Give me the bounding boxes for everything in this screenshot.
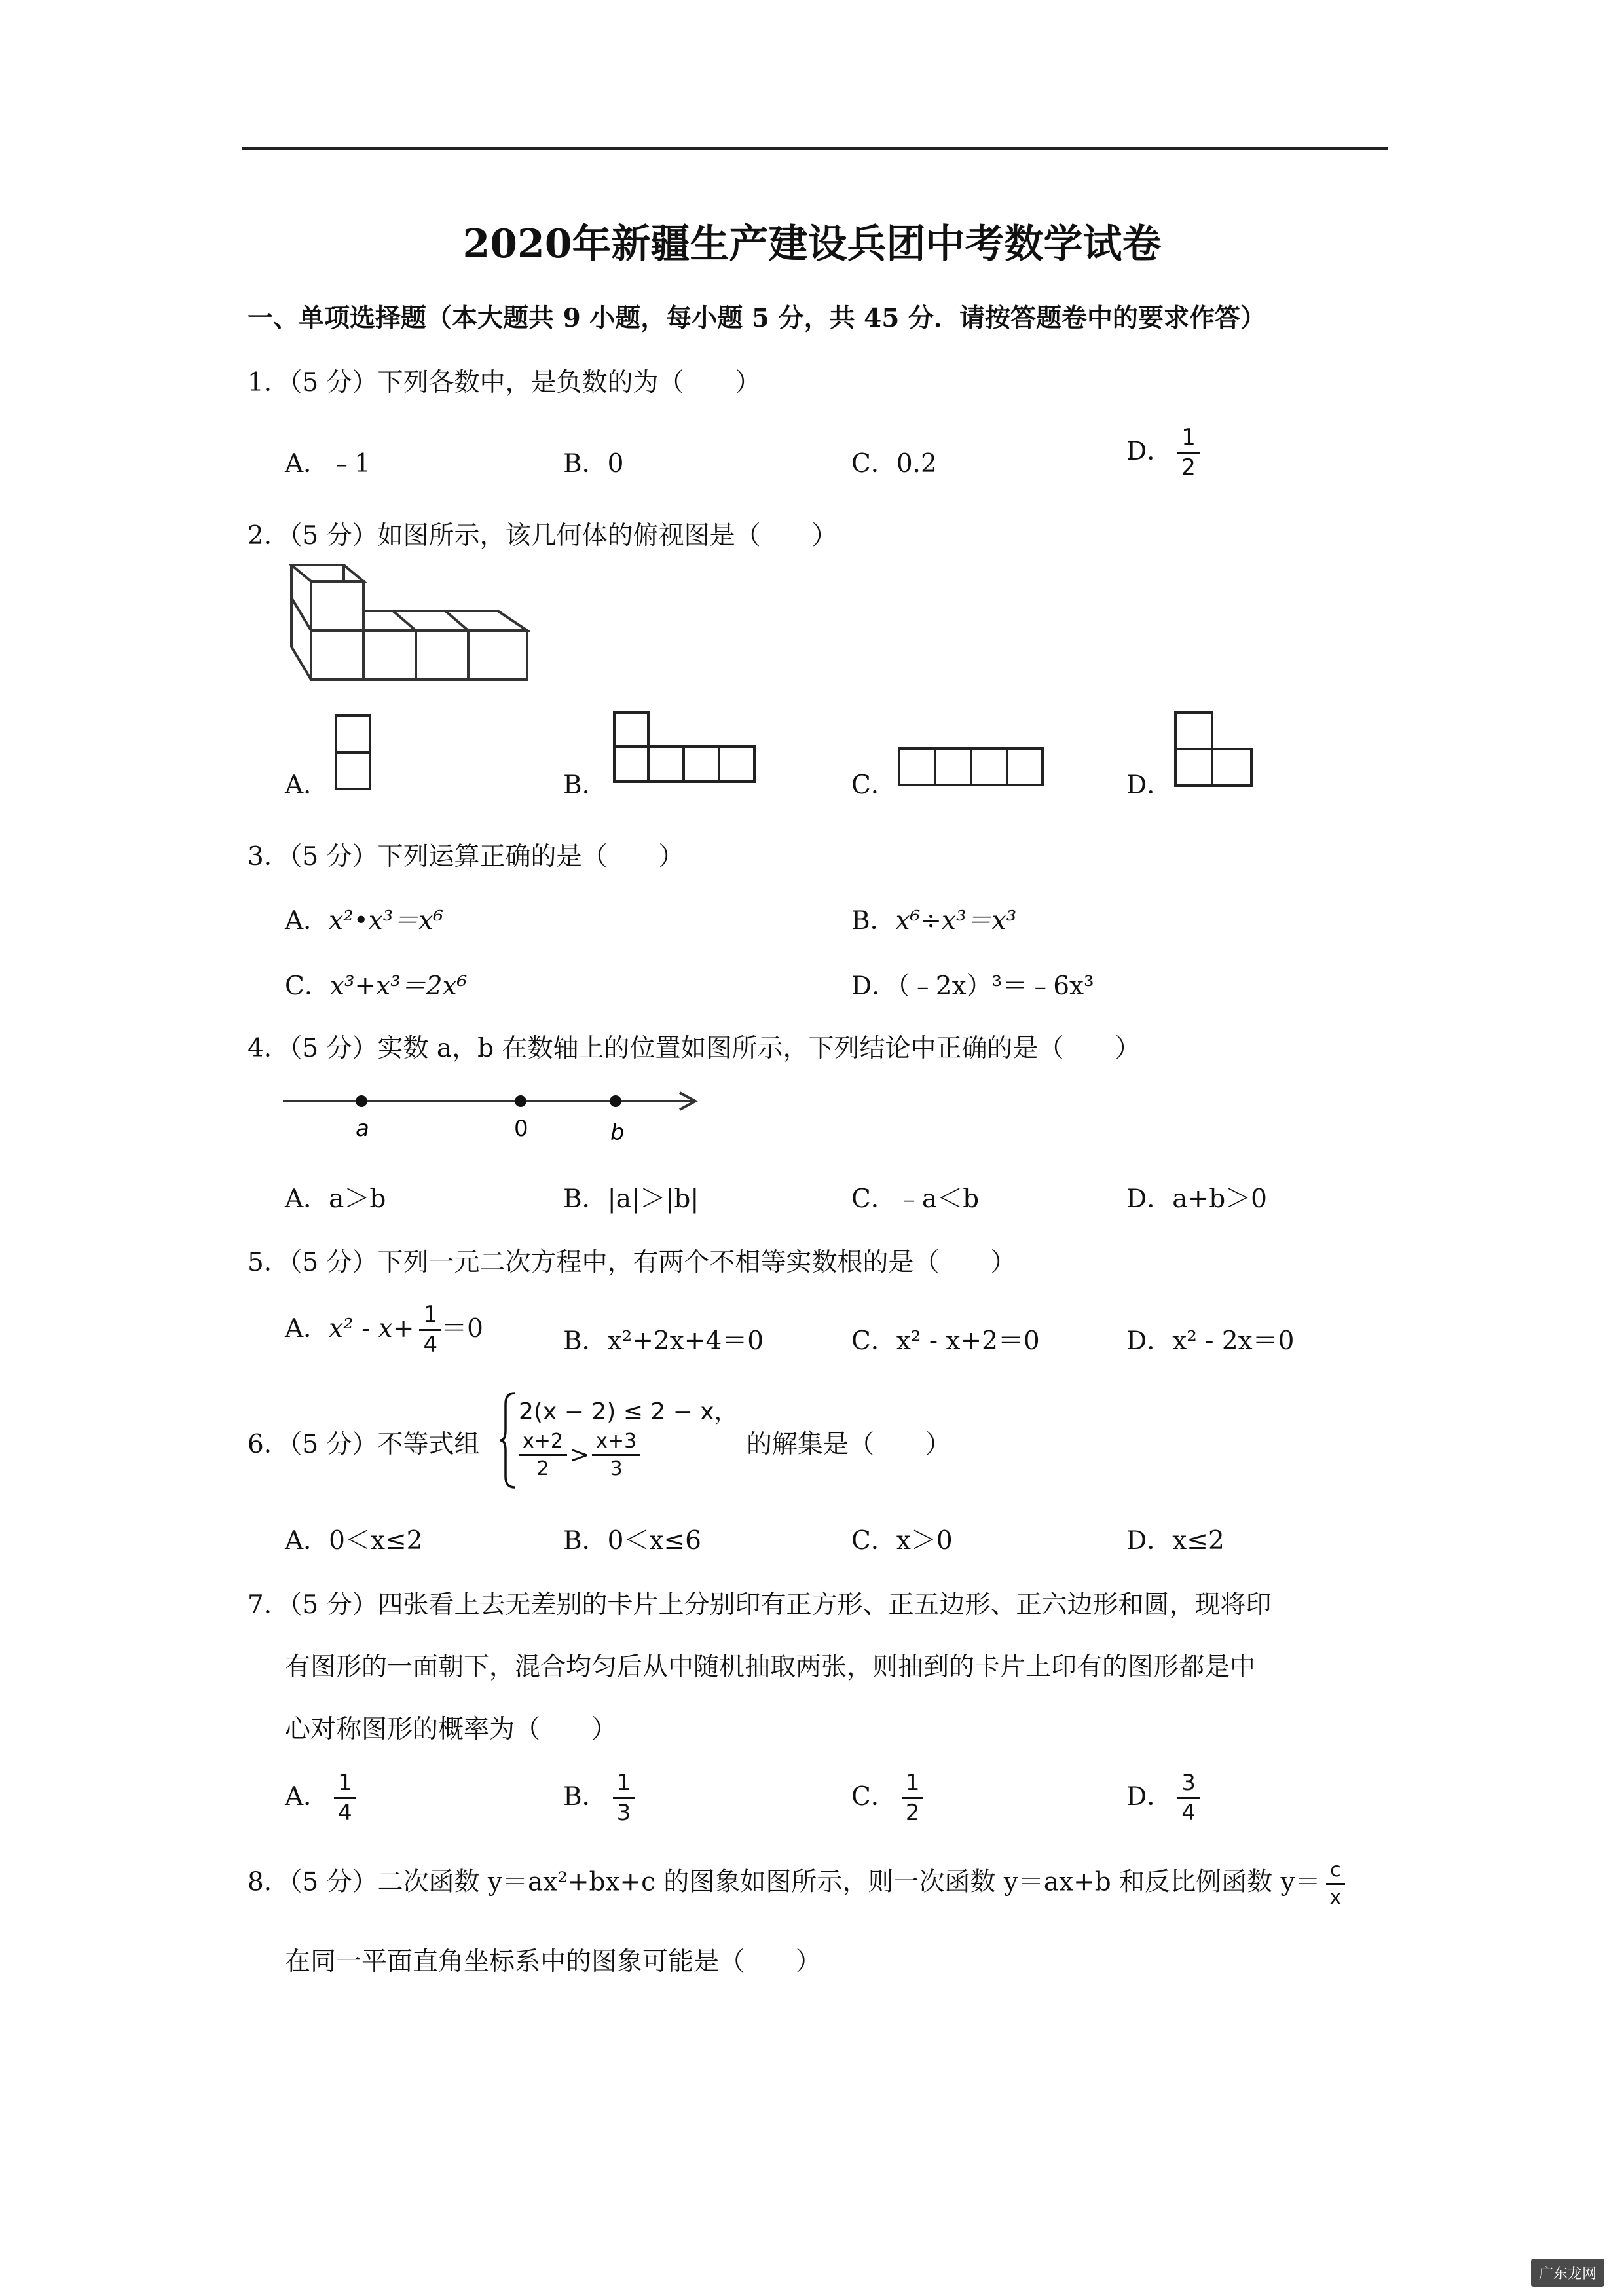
- question-1-stem: 1．（5 分）下列各数中，是负数的为（ ）: [248, 368, 761, 397]
- q3-option-c[interactable]: C．x³+x³＝2x⁶: [285, 972, 468, 1001]
- q3-option-d-expr: ³＝﹣6x³: [991, 972, 1094, 1001]
- q2-option-a-figure: [334, 714, 372, 791]
- question-8-line-1: 8．（5 分）二次函数 y＝ax²+bx+c 的图象如图所示，则一次函数 y＝ax+b 和反比例函数 y＝ $\frac{c}{x}$: [248, 1859, 1345, 1908]
- q2-option-b-figure: [612, 710, 756, 784]
- q6-option-b[interactable]: B．0＜x≤6: [563, 1526, 701, 1556]
- q2-option-c[interactable]: C．: [851, 771, 896, 800]
- q7-option-c[interactable]: C． $\frac{1}{2}$: [851, 1771, 923, 1826]
- point-zero: [515, 1095, 526, 1107]
- q5-option-b[interactable]: B．x²+2x+4＝0: [563, 1326, 764, 1356]
- q4-number-line: [282, 1084, 707, 1142]
- q6-option-d[interactable]: D．x≤2: [1126, 1526, 1225, 1556]
- q6-option-c[interactable]: C．x＞0: [851, 1526, 953, 1556]
- q1-option-d-label: D．: [1126, 436, 1173, 466]
- q6-option-a[interactable]: A．0＜x≤2: [285, 1526, 423, 1556]
- q1-option-a[interactable]: A．﹣1: [285, 449, 371, 479]
- question-6-stem-pre: 6．（5 分）不等式组: [248, 1430, 480, 1459]
- q6-brace-icon: [499, 1391, 517, 1489]
- question-2-stem: 2．（5 分）如图所示，该几何体的俯视图是（ ）: [248, 521, 838, 551]
- q3-option-d[interactable]: D．（﹣2x）³＝﹣6x³: [851, 972, 1094, 1001]
- question-3-stem: 3．（5 分）下列运算正确的是（ ）: [248, 842, 684, 871]
- q6-inequality-line-2: $\frac{x+2}{2}$ > $\frac{x+3}{3}$: [519, 1430, 640, 1480]
- q4-option-b[interactable]: B．|a|＞|b|: [563, 1184, 699, 1214]
- q5-option-a-fraction: $\frac{1}{4}$: [419, 1303, 441, 1358]
- question-6-stem-post: 的解集是（ ）: [747, 1430, 951, 1459]
- page-title: 2020年新疆生产建设兵团中考数学试卷: [462, 221, 1162, 267]
- q4-option-c[interactable]: C．﹣a＜b: [851, 1184, 980, 1214]
- q8-fraction: $\frac{c}{x}$: [1326, 1859, 1346, 1908]
- section-heading: 一、单项选择题（本大题共 9 小题，每小题 5 分，共 45 分．请按答题卷中的要求作答）: [248, 303, 1266, 333]
- q3-option-b-expr: x⁶÷x³＝x³: [895, 906, 1017, 936]
- point-a: [356, 1095, 367, 1107]
- q5-option-d[interactable]: D．x² - 2x＝0: [1126, 1326, 1295, 1356]
- q2-option-b[interactable]: B．: [563, 771, 608, 800]
- q2-option-c-figure: [897, 746, 1044, 787]
- q3-option-c-expr: x³+x³＝2x⁶: [329, 972, 468, 1001]
- question-7-line-2: 有图形的一面朝下，混合均匀后从中随机抽取两张，则抽到的卡片上印有的图形都是中: [285, 1652, 1256, 1682]
- q5-option-c[interactable]: C．x² - x+2＝0: [851, 1326, 1040, 1356]
- q7-option-d[interactable]: D． $\frac{3}{4}$: [1126, 1771, 1200, 1826]
- q1-option-c[interactable]: C．0.2: [851, 449, 937, 479]
- q2-solid-figure: [278, 562, 530, 683]
- q3-option-a-expr: x²•x³＝x⁶: [329, 906, 444, 936]
- question-4-stem: 4．（5 分）实数 a，b 在数轴上的位置如图所示，下列结论中正确的是（ ）: [248, 1034, 1141, 1063]
- axis-label-b: b: [610, 1120, 625, 1142]
- question-7-line-1: 7．（5 分）四张看上去无差别的卡片上分别印有正方形、正五边形、正六边形和圆，现将印: [248, 1590, 1272, 1620]
- q1-option-b[interactable]: B．0: [563, 449, 624, 479]
- q3-option-a[interactable]: A．x²•x³＝x⁶: [285, 906, 444, 936]
- q2-option-a[interactable]: A．: [285, 771, 329, 800]
- q1-option-d[interactable]: [1126, 426, 1200, 481]
- q5-option-a[interactable]: A．x² - x+ $\frac{1}{4}$ ＝0: [285, 1302, 483, 1358]
- q2-option-d-figure: [1173, 710, 1253, 788]
- q7-option-b[interactable]: B． $\frac{1}{3}$: [563, 1771, 635, 1826]
- question-5-stem: 5．（5 分）下列一元二次方程中，有两个不相等实数根的是（ ）: [248, 1248, 1016, 1277]
- q2-option-d[interactable]: D．: [1126, 771, 1173, 800]
- q3-option-b[interactable]: B．x⁶÷x³＝x³: [851, 906, 1017, 936]
- question-8-line-2: 在同一平面直角坐标系中的图象可能是（ ）: [285, 1947, 822, 1977]
- question-7-line-3: 心对称图形的概率为（ ）: [285, 1715, 618, 1744]
- q4-option-d[interactable]: D．a+b＞0: [1126, 1184, 1267, 1214]
- q7-option-a[interactable]: A． $\frac{1}{4}$: [285, 1771, 356, 1826]
- q4-option-a[interactable]: A．a＞b: [285, 1184, 386, 1214]
- point-b: [610, 1095, 621, 1107]
- axis-label-zero: 0: [514, 1116, 528, 1142]
- q6-inequality-line-1: 2(x − 2) ≤ 2 − x，: [519, 1398, 738, 1425]
- top-rule: [242, 147, 1388, 150]
- axis-label-a: a: [356, 1116, 369, 1142]
- q1-option-d-fraction: $\frac{1}{2}$: [1177, 426, 1200, 481]
- watermark: 广东龙网: [1531, 2259, 1604, 2287]
